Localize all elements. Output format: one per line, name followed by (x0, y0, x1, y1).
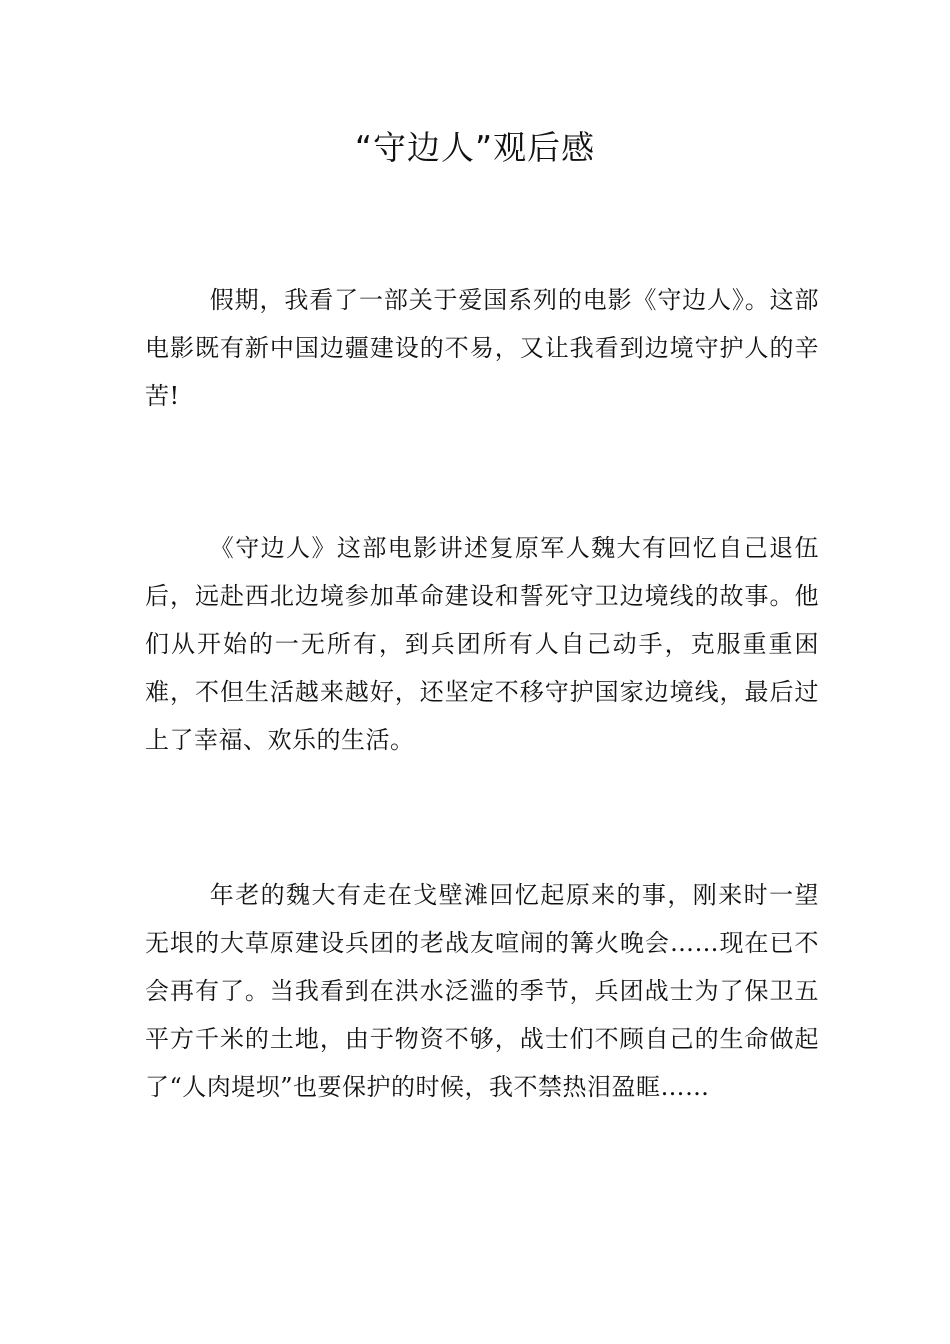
paragraph-1: 假期，我看了一部关于爱国系列的电影《守边人》。这部电影既有新中国边疆建设的不易，又让我看到边境守护人的辛苦! (145, 286, 819, 410)
document-title: “守边人”观后感 (354, 128, 596, 167)
paragraph-3: 年老的魏大有走在戈壁滩回忆起原来的事，刚来时一望无垠的大草原建设兵团的老战友喧闹的篝火晚会……现在已不会再有了。当我看到在洪水泛滥的季节，兵团战士为了保卫五平方千米的土地，由于物资不够，战士们不顾自己的生命做起了“人肉堤坝”也要保护的时候，我不禁热泪盈眶…… (145, 881, 819, 1101)
paragraph-2: 《守边人》这部电影讲述复原军人魏大有回忆自己退伍后，远赴西北边境参加革命建设和誓死守卫边境线的故事。他们从开始的一无所有，到兵团所有人自己动手，克服重重困难，不但生活越来越好，还坚定不移守护国家边境线，最后过上了幸福、欢乐的生活。 (145, 534, 819, 754)
